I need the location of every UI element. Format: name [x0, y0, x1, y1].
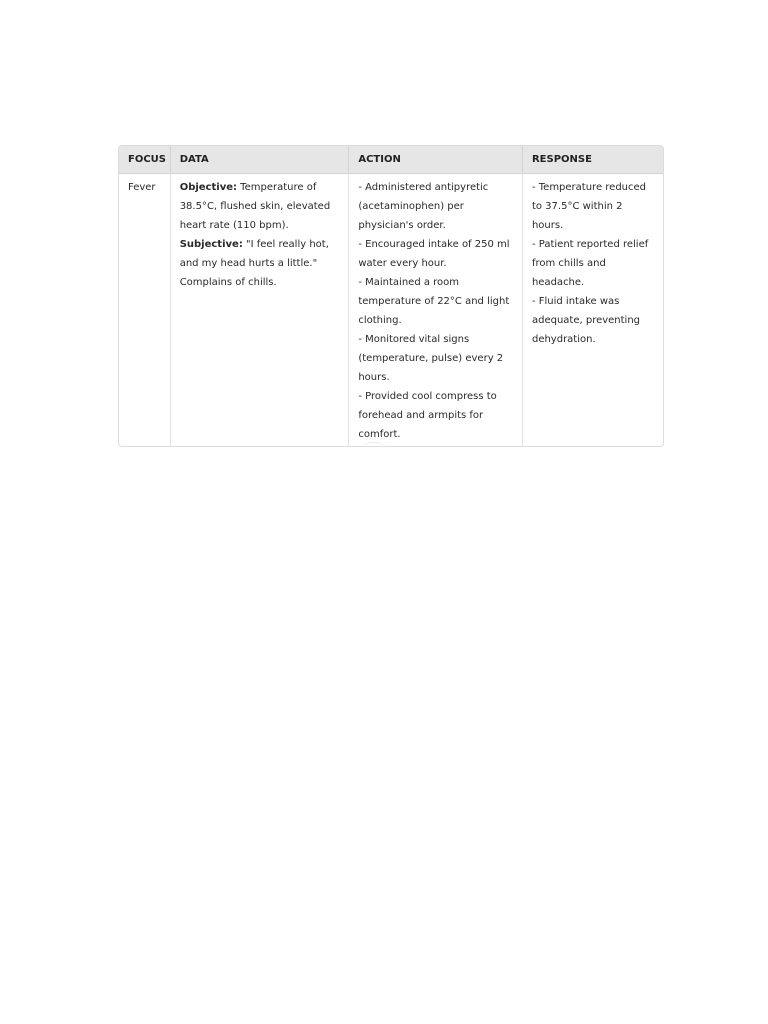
response-item: - Temperature reduced to 37.5°C within 2 hours. — [531, 182, 647, 231]
objective-text: Temperature of 38.5°C, flushed skin, elevated heart rate (110 bpm). — [179, 182, 331, 231]
objective-label: Objective: — [179, 182, 237, 193]
action-item: - Administered antipyretic (acetaminophen) per physician's order. — [358, 182, 489, 231]
header-data: DATA — [170, 146, 349, 174]
table-row — [119, 174, 663, 447]
action-item: - Monitored vital signs (temperature, pulse) every 2 hours. — [358, 334, 504, 383]
data-cell — [170, 174, 349, 447]
header-response: RESPONSE — [522, 146, 663, 174]
table-header-row — [119, 146, 663, 174]
care-plan-table — [119, 146, 663, 446]
action-item: - Maintained a room temperature of 22°C and light clothing. — [358, 277, 510, 326]
subjective-label: Subjective: — [179, 239, 243, 250]
action-cell — [349, 174, 523, 447]
header-action: ACTION — [349, 146, 523, 174]
scroll-indicator — [362, 442, 386, 455]
care-plan-table-container — [118, 145, 664, 447]
action-item: - Provided cool compress to forehead and armpits for comfort. — [358, 391, 497, 440]
focus-cell: Fever — [119, 174, 170, 447]
subjective-text: "I feel really hot, and my head hurts a little." Complains of chills. — [179, 239, 329, 288]
header-focus: FOCUS — [119, 146, 170, 174]
response-item: - Fluid intake was adequate, preventing dehydration. — [531, 296, 641, 345]
action-item: - Encouraged intake of 250 ml water every hour. — [358, 239, 510, 269]
response-item: - Patient reported relief from chills and headache. — [531, 239, 649, 288]
response-cell — [522, 174, 663, 447]
